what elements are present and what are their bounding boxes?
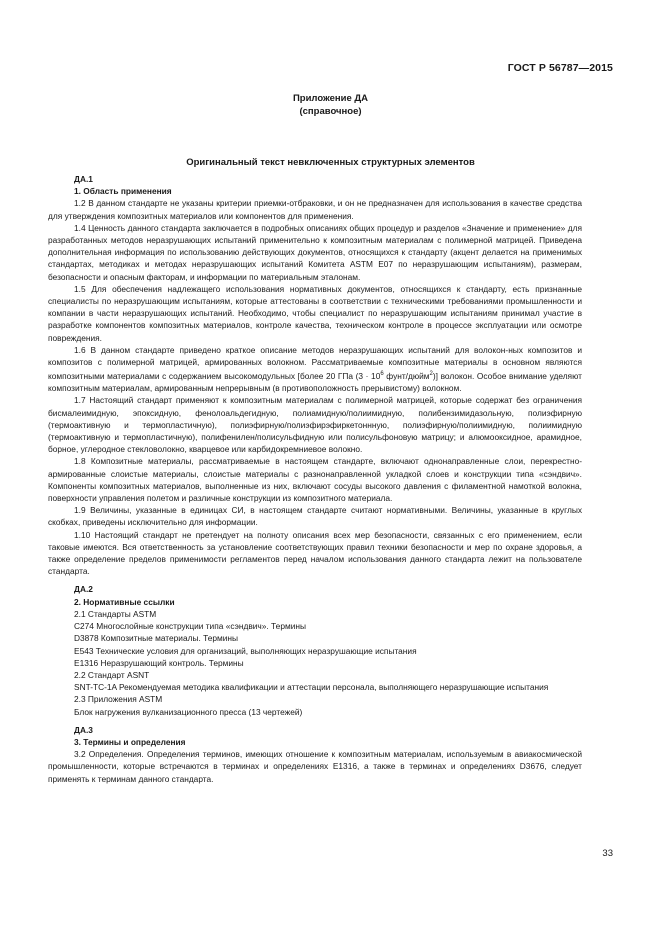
section-label-da1: ДА.1	[74, 174, 93, 184]
paragraph-1-7: 1.7 Настоящий стандарт применяют к композитным материалам с полимерной матрицей, которые содержат без ограничения бисмалеимидную, эпоксидную, фенолоальдегидную, полиамидную/полиимидную, полибензимидазольную, полиэфирную (термоактивную и термопластичную), полиэфирную/полиэфирэфиркетоннную, полиэфирную/полиимидную, полиимидную (термоактивную и термопластичную), полифенилен/полисульфидную или полисульфоновую матрицу; и алюмооксидное, арамидное, борное, углеродное стекловолокно, кварцевое или карбидокремниевое волокно.	[48, 395, 582, 455]
section-label-da2: ДА.2	[74, 584, 93, 595]
annex-subtitle: (справочное)	[299, 106, 362, 117]
paragraph-1-5: 1.5 Для обеспечения надлежащего использования нормативных документов, относящихся к стандарту, есть признанные специалисты по неразрушающим испытаниям, которые аттестованы в соответствии с техническими требованиями промышленности и компании в части неразрушающих испытаний. Необходимо, чтобы специалист по неразрушающим испытаниям принимал участие в разработке компонентов композитных материалов, контроле качества, техническом контроле в процессе эксплуатации или осмотре повреждения.	[48, 283, 582, 343]
section-title: Оригинальный текст невключенных структурных элементов	[186, 157, 475, 168]
document-body	[48, 173, 582, 785]
document-code: ГОСТ Р 56787—2015	[507, 62, 613, 74]
reference-item: D3878 Композитные материалы. Термины	[74, 633, 238, 644]
paragraph-3-2: 3.2 Определения. Определения терминов, имеющих отношение к композитным материалам, используемым в авиакосмической промышленности, которые встречаются в терминах и определениях E1316, а также в терминах и определениях D3676, следует применять к терминам данного стандарта.	[48, 749, 582, 784]
exponent: 6	[380, 371, 384, 378]
paragraph-1-2: 1.2 В данном стандарте не указаны критерии приемки-отбраковки, и он не предназначен для использования в качестве средства для утверждения композитных материалов или компонентов для применения.	[48, 198, 582, 221]
reference-item: 2.3 Приложения ASTM	[74, 694, 163, 705]
paragraph-1-6-part2: фунт/дюйм	[383, 371, 430, 382]
paragraph-1-8: 1.8 Композитные материалы, рассматриваемые в настоящем стандарте, включают однонаправленные слои, перекрестно-армированные слоистые материалы, слоистые материалы с разнонаправленной укладкой слоев и конструкции типа «сэндвич». Компоненты композитных материалов, выполненные из них, включают сосуды высокого давления с филаментной намоткой волокна, поверхности управления полетом и различные конструкции из композитного материала.	[48, 456, 582, 504]
reference-item: E1316 Неразрушающий контроль. Термины	[74, 657, 244, 668]
section-heading-scope: 1. Область применения	[74, 186, 172, 197]
exponent: 2	[429, 371, 433, 378]
reference-item: E543 Технические условия для организаций, выполняющих неразрушающие испытания	[74, 645, 417, 656]
paragraph-1-10: 1.10 Настоящий стандарт не претендует на полноту описания всех мер безопасности, связанных с его применением, если таковые имеются. Вся ответственность за установление соответствующих правил техники безопасности и мер по охране здоровья, а также определение пределов применимости регламентов перед началом использования данного стандарта лежит на пользователе стандарта.	[48, 529, 582, 577]
paragraph-1-6-part1: 1.6 В данном стандарте приведено краткое описание методов неразрушающих испытаний для волокон-ных композитов и композитов с полимерной матрицей, армированных волокном. Рассматриваемые композитные материалы в основном являются композитными материалами с содержанием высокомодульных [более 20 ГПа (3 · 10	[48, 344, 582, 382]
annex-title: Приложение ДА	[292, 93, 369, 104]
section-heading-references: 2. Нормативные ссылки	[74, 596, 175, 607]
reference-item: SNT-TC-1A Рекомендуемая методика квалификации и аттестации персонала, выполняющего неразрушающие испытания	[74, 682, 549, 693]
paragraph-1-6	[48, 344, 582, 395]
reference-item: Блок нагружения вулканизационного пресса (13 чертежей)	[74, 706, 303, 717]
page-number: 33	[602, 848, 613, 859]
reference-item: 2.1 Стандарты ASTM	[74, 608, 157, 619]
section-label-da3: ДА.3	[74, 724, 93, 735]
paragraph-1-4: 1.4 Ценность данного стандарта заключается в подробных описаниях общих процедур и разделов «Значение и применение» для разработанных методов неразрушающих испытаний применительно к композитным материалам с полимерной матрицей. Приведена дополнительная информация по использованию действующих документов, относящихся к стандарту (акцент делается на применимых стандартах, методиках и методах неразрушающих испытаний Комитета ASTM E07 по неразрушающим испытаниям), размерам, безопасности и опасным факторам, и информации по материальным эталонам.	[48, 222, 582, 282]
reference-item: C274 Многослойные конструкции типа «сэндвич». Термины	[74, 621, 306, 632]
reference-item: 2.2 Стандарт ASNT	[74, 669, 150, 680]
paragraph-1-6-part3: )] волокон. Особое внимание уделяют композитным материалам, армированным непрерывным (в противоположность прерывистому) волокном.	[48, 371, 582, 394]
paragraph-1-9: 1.9 Величины, указанные в единицах СИ, в настоящем стандарте считают нормативными. Величины, указанные в круглых скобках, приведены исключительно для информации.	[48, 505, 582, 528]
section-heading-terms: 3. Термины и определения	[74, 736, 186, 747]
